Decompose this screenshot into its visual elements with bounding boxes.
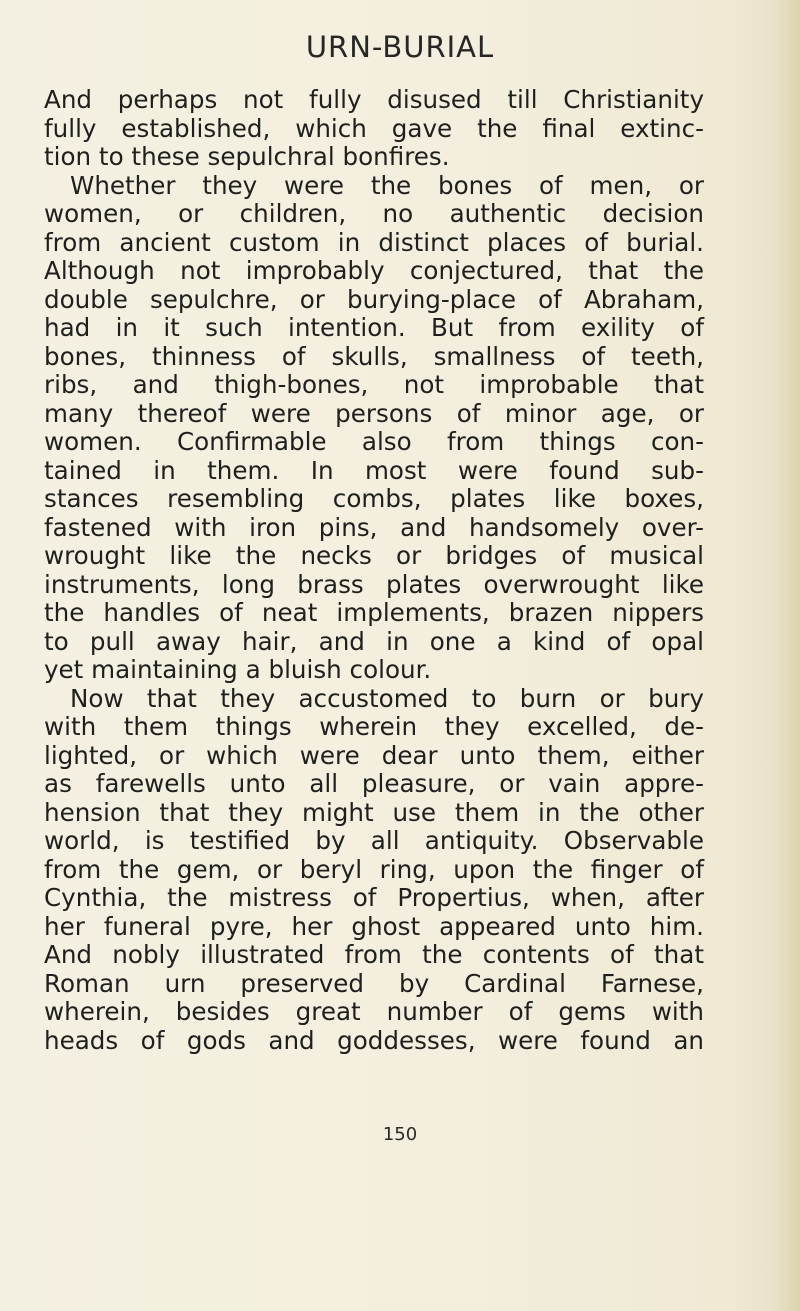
text-line: tained in them. In most were found sub- [44,455,704,485]
text-line: world, is testified by all antiquity. Observable [44,826,704,855]
text-line: instruments, long brass plates overwrought like [44,569,704,599]
text-line: double sepulchre, or burying-place of Abraham, [44,284,704,314]
text-line: bones, thinness of skulls, smallness of teeth, [44,341,704,371]
text-line: Roman urn preserved by Cardinal Farnese, [44,968,704,998]
text-line: stances resembling combs, plates like boxes, [44,484,704,513]
text-line: fully established, which gave the final extinc- [44,113,704,143]
text-line: yet maintaining a bluish colour. [44,655,432,684]
text-line: had in it such intention. But from exility of [44,313,704,342]
text-line: Now that they accustomed to burn or bury [70,683,704,713]
text-line: many thereof were persons of minor age, or [44,398,704,428]
text-line: women. Confirmable also from things con- [44,427,704,456]
text-line: as farewells unto all pleasure, or vain appre- [44,769,704,798]
text-line: from the gem, or beryl ring, upon the finger of [44,854,704,884]
text-line: hension that they might use them in the other [44,797,704,827]
text-line: Cynthia, the mistress of Propertius, when, after [44,883,704,912]
body-text [44,86,704,1055]
text-line: to pull away hair, and in one a kind of opal [44,626,704,656]
text-line: lighted, or which were dear unto them, either [44,740,704,770]
page-edge-shadow [774,0,800,1311]
text-line: women, or children, no authentic decision [44,199,704,228]
text-line: wherein, besides great number of gems with [44,997,704,1026]
text-line: ribs, and thigh-bones, not improbable that [44,370,704,399]
text-line: heads of gods and goddesses, were found an [44,1025,704,1055]
text-line: with them things wherein they excelled, de- [44,712,704,741]
text-line: And nobly illustrated from the contents of that [44,940,704,969]
text-line: the handles of neat implements, brazen nippers [44,598,704,627]
text-line: tion to these sepulchral bonfires. [44,142,450,171]
page-number: 150 [382,1124,418,1145]
running-head: URN-BURIAL [305,30,495,64]
text-line: And perhaps not fully disused till Christianity [44,85,704,114]
text-line: Whether they were the bones of men, or [70,170,704,200]
text-line: Although not improbably conjectured, that the [44,256,704,285]
text-line: wrought like the necks or bridges of musical [44,541,704,570]
text-line: fastened with iron pins, and handsomely over- [44,512,704,542]
text-line: from ancient custom in distinct places of burial. [44,227,704,257]
text-line: her funeral pyre, her ghost appeared unto him. [44,911,704,941]
